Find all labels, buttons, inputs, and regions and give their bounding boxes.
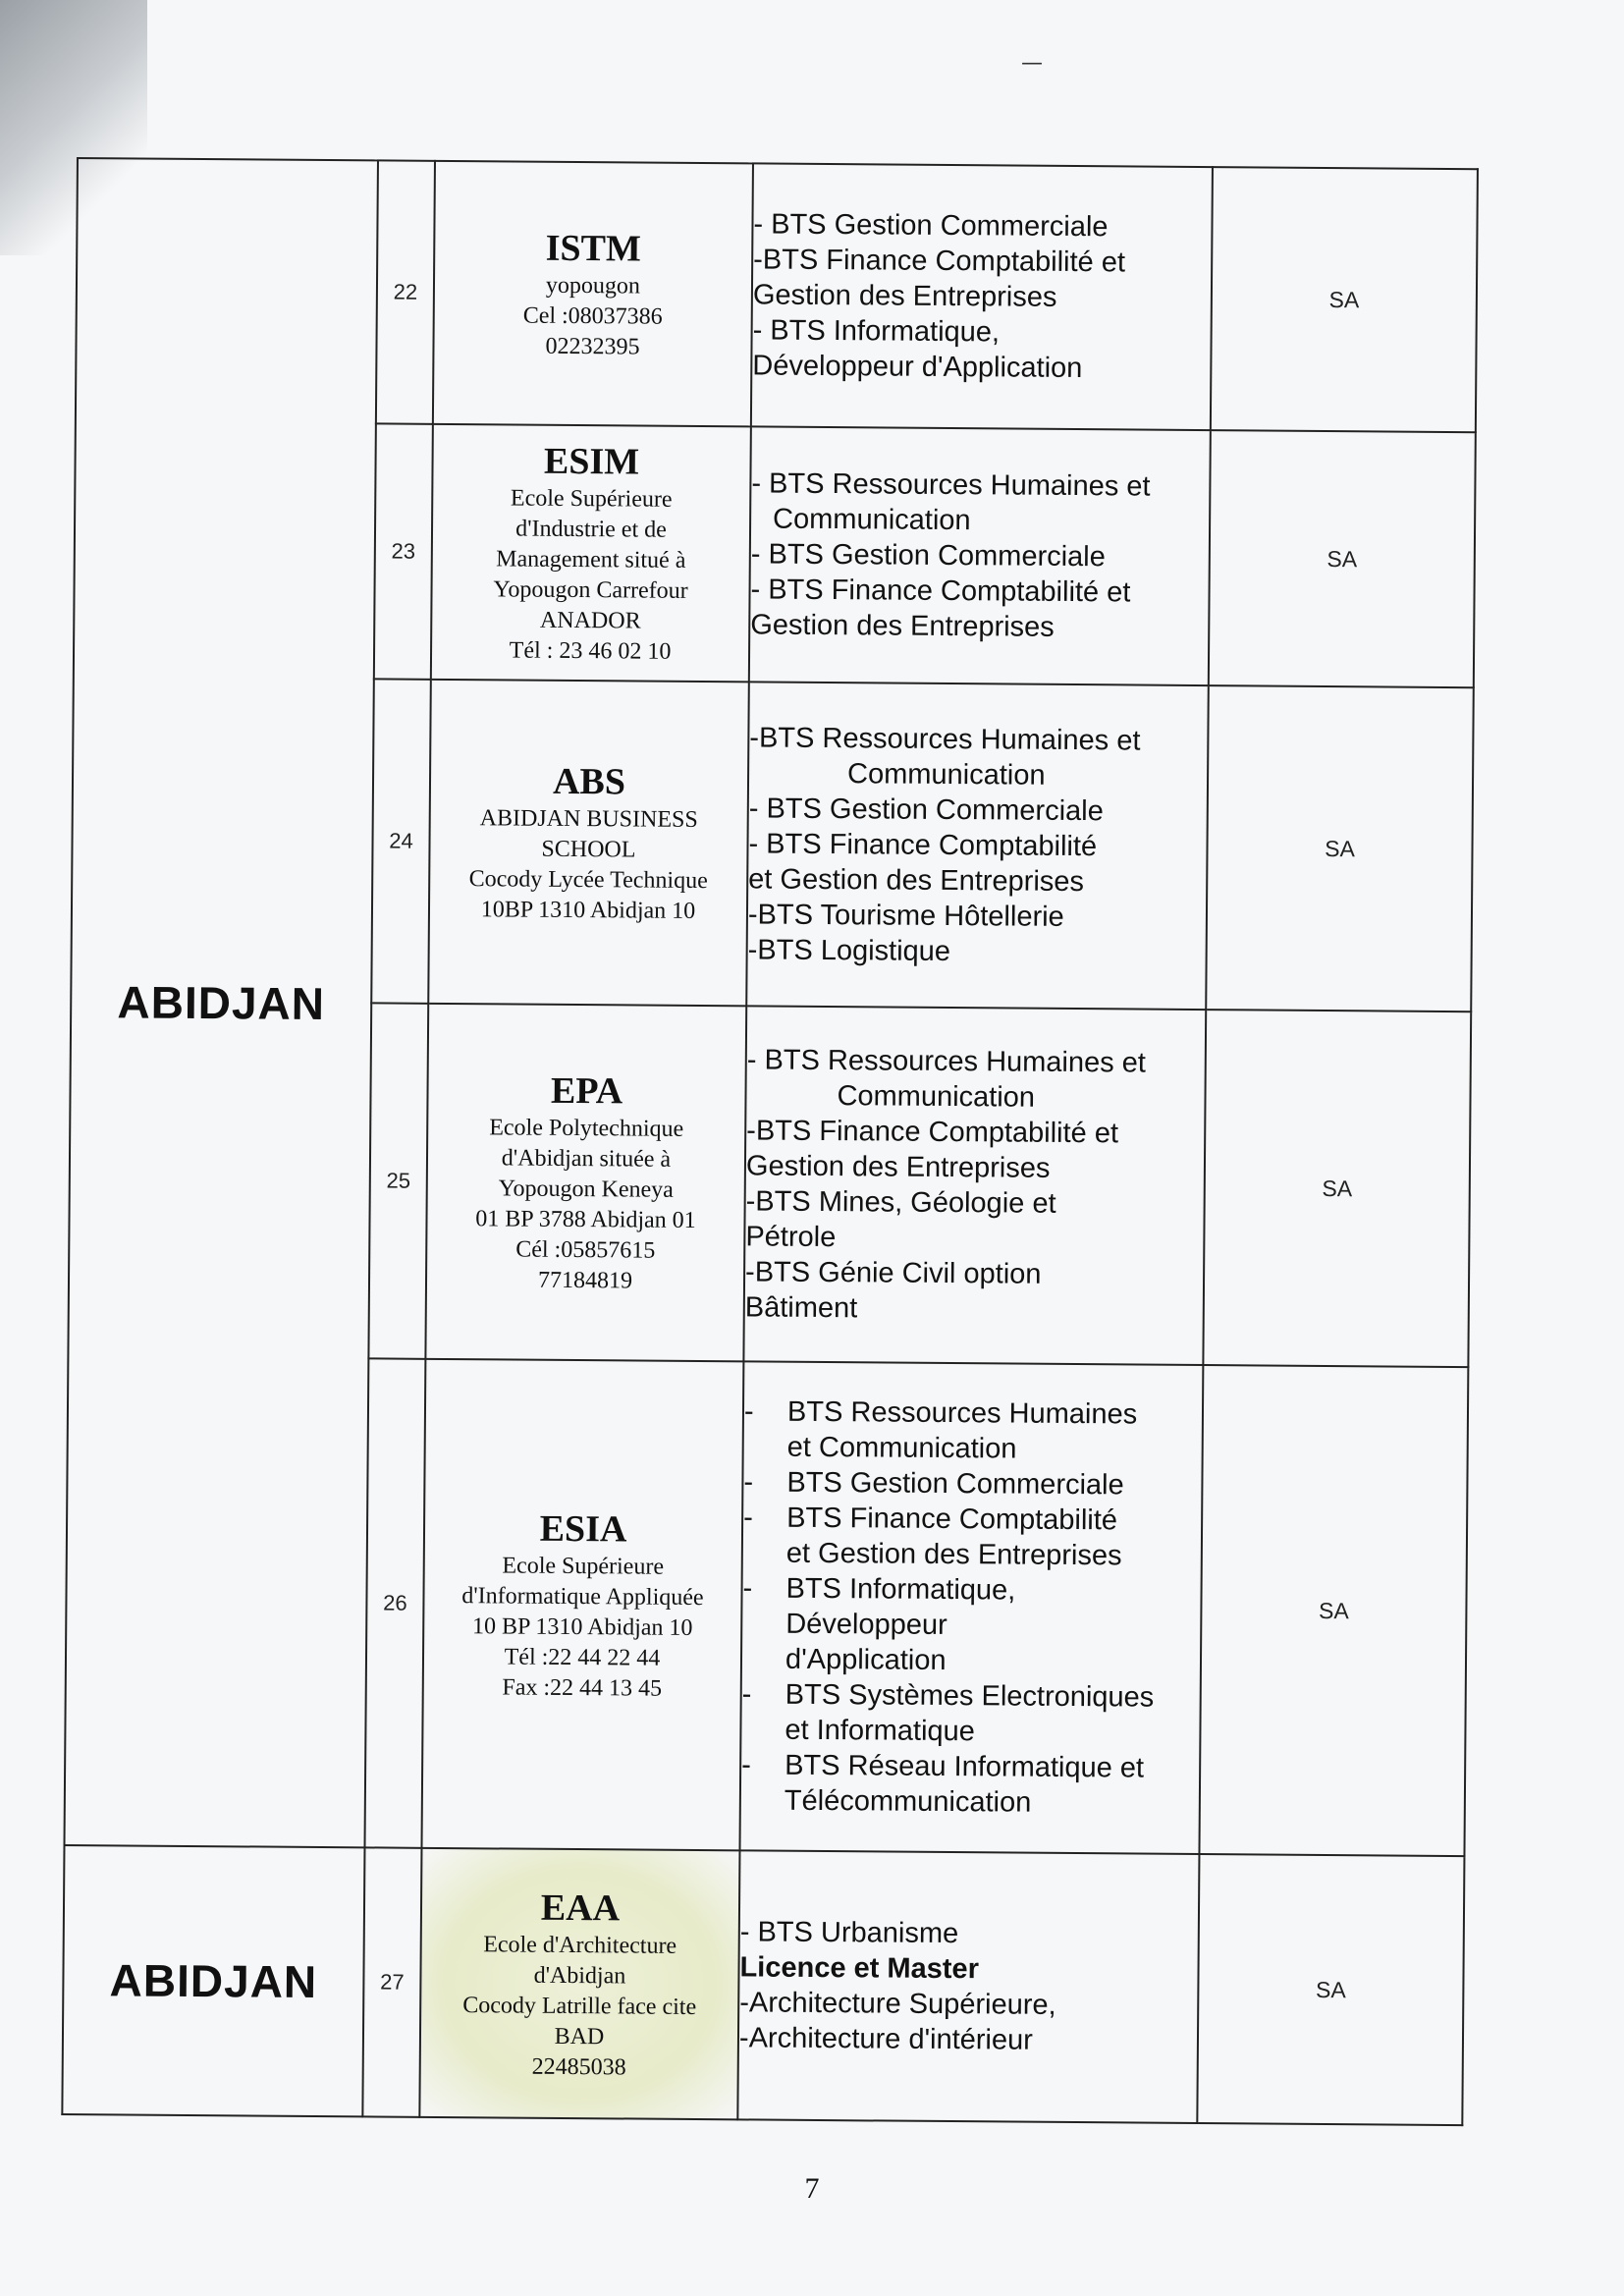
program-line: et Gestion des Entreprises [748,863,1085,899]
school-detail: Ecole d'Architecture [483,1931,677,1959]
school-detail: Tél :22 44 22 44 [504,1643,661,1671]
program-line: BTS Ressources Humaines [786,1395,1138,1431]
school-detail: Fax :22 44 13 45 [502,1673,663,1702]
school-detail: yopougon [545,272,641,300]
program-line: Développeur d'Application [752,350,1083,385]
city-cell: ABIDJAN [64,158,377,1847]
school-detail: Cél :05857615 [515,1236,656,1264]
program-line: Bâtiment [744,1291,858,1325]
school-acronym: EAA [540,1886,621,1929]
programs-cell [751,163,1213,430]
programs-cell [743,1006,1206,1365]
row-number: 22 [376,160,435,423]
page-number: 7 [804,2172,820,2205]
program-line: d'Application [785,1643,947,1677]
school-detail: 10BP 1310 Abidjan 10 [480,897,696,924]
school-detail: 02232395 [545,333,640,360]
row-number: 27 [362,1847,421,2116]
program-line: BTS Gestion Commerciale [786,1466,1124,1502]
program-line: - BTS Gestion Commerciale [748,793,1104,828]
program-line: Développeur [785,1608,947,1642]
row-number: 24 [371,679,431,1003]
school-detail: d'Informatique Appliquée [461,1582,704,1611]
bullet-dash: - [743,1395,754,1428]
school-detail: 77184819 [537,1267,633,1294]
school-detail: 10 BP 1310 Abidjan 10 [471,1613,693,1641]
program-line: BTS Finance Comptabilité [786,1502,1118,1537]
school-detail: Yopougon Carrefour [493,576,688,604]
scan-mark: — [1021,51,1043,76]
school-acronym: ESIA [539,1507,627,1550]
program-line: - BTS Ressources Humaines et [751,467,1151,503]
status-cell: SA [1197,1854,1464,2125]
school-detail: Cocody Latrille face cite [462,1992,697,2020]
programs-cell [739,1361,1203,1854]
school-cell [428,680,749,1007]
school-detail: Ecole Supérieure [510,485,673,513]
program-line: Pétrole [745,1221,837,1254]
program-bullet [743,1500,1202,1574]
program-line: - BTS Gestion Commerciale [753,208,1109,244]
program-line: BTS Informatique, [785,1572,1016,1607]
program-line: - BTS Finance Comptabilité et [750,574,1131,609]
school-acronym: ESIM [543,440,640,483]
program-bullet [742,1570,1201,1680]
programs-cell [749,426,1211,685]
school-detail: Yopougon Keneya [498,1175,674,1203]
school-cell [419,1848,739,2120]
program-line: Communication [837,1080,1036,1114]
program-line: -BTS Génie Civil option [744,1256,1042,1290]
program-line: Gestion des Entreprises [745,1150,1051,1184]
school-cell [431,424,751,683]
status-cell: SA [1211,167,1478,432]
school-detail: Ecole Polytechnique [489,1115,684,1142]
school-detail: Tél : 23 46 02 10 [509,637,672,665]
program-line: -Architecture d'intérieur [738,2022,1033,2056]
program-line: Télécommunication [784,1784,1032,1819]
school-cell [425,1004,746,1362]
row-number: 25 [368,1003,428,1358]
program-bullet [741,1676,1200,1751]
school-acronym: ABS [552,760,626,803]
school-detail: d'Abidjan située à [501,1145,672,1173]
programs-cell [746,682,1209,1010]
program-line: Communication [846,758,1046,792]
program-line: et Informatique [785,1714,976,1748]
schools-table [61,157,1479,2126]
program-line: - BTS Urbanisme [739,1916,959,1950]
program-line: BTS Systèmes Electroniques [785,1678,1155,1714]
row-number: 26 [364,1358,425,1847]
school-cell [421,1359,743,1851]
school-acronym: EPA [550,1069,623,1113]
status-cell: SA [1206,685,1474,1011]
program-line: Gestion des Entreprises [752,279,1057,313]
program-line: -BTS Finance Comptabilité et [746,1115,1119,1150]
bullet-dash: - [742,1572,753,1605]
program-line: -BTS Mines, Géologie et [745,1185,1056,1220]
row-number: 23 [374,423,433,679]
program-line: Gestion des Entreprises [750,609,1055,643]
school-detail: d'Abidjan [533,1962,626,1989]
program-line: -BTS Ressources Humaines et [749,722,1141,757]
program-bullet [741,1747,1200,1822]
program-line: Licence et Master [739,1951,980,1986]
bullet-dash: - [741,1678,752,1711]
program-bullet [744,1394,1203,1468]
program-line: - BTS Finance Comptabilité [748,828,1098,863]
program-line: -Architecture Supérieure, [739,1987,1056,2021]
school-detail: Cel :08037386 [522,302,663,330]
school-detail: Management situé à [496,546,686,574]
school-detail: ABIDJAN BUSINESS [479,805,698,833]
school-detail: 01 BP 3788 Abidjan 01 [475,1206,696,1233]
program-line: - BTS Ressources Humaines et [746,1044,1147,1079]
program-line: et Gestion des Entreprises [785,1537,1122,1572]
school-acronym: ISTM [545,227,642,270]
status-cell: SA [1209,430,1476,687]
bullet-dash: - [743,1466,754,1499]
school-detail: d'Industrie et de [515,516,667,543]
school-detail: 22485038 [531,2053,626,2080]
program-line: - BTS Gestion Commerciale [750,538,1106,574]
city-cell: ABIDJAN [62,1845,364,2116]
table-row [76,158,1478,432]
program-bullet [743,1464,1201,1503]
school-detail: Cocody Lycée Technique [468,866,708,895]
program-line: Communication [773,503,971,537]
bullet-dash: - [743,1502,753,1534]
status-cell: SA [1199,1365,1468,1856]
bullet-dash: - [741,1749,751,1781]
status-cell: SA [1203,1010,1471,1367]
program-line: -BTS Logistique [747,934,951,968]
program-line: BTS Réseau Informatique et [785,1749,1145,1784]
program-line: -BTS Finance Comptabilité et [753,244,1126,279]
school-detail: Ecole Supérieure [502,1552,665,1580]
program-line: et Communication [786,1431,1017,1465]
programs-cell [737,1850,1199,2123]
program-line: -BTS Tourisme Hôtellerie [747,899,1064,933]
school-detail: BAD [554,2023,605,2050]
table-row [62,1845,1464,2125]
program-line: - BTS Informatique, [752,314,1001,349]
school-detail: SCHOOL [541,836,636,863]
school-detail: ANADOR [539,607,641,634]
school-cell [433,161,753,427]
